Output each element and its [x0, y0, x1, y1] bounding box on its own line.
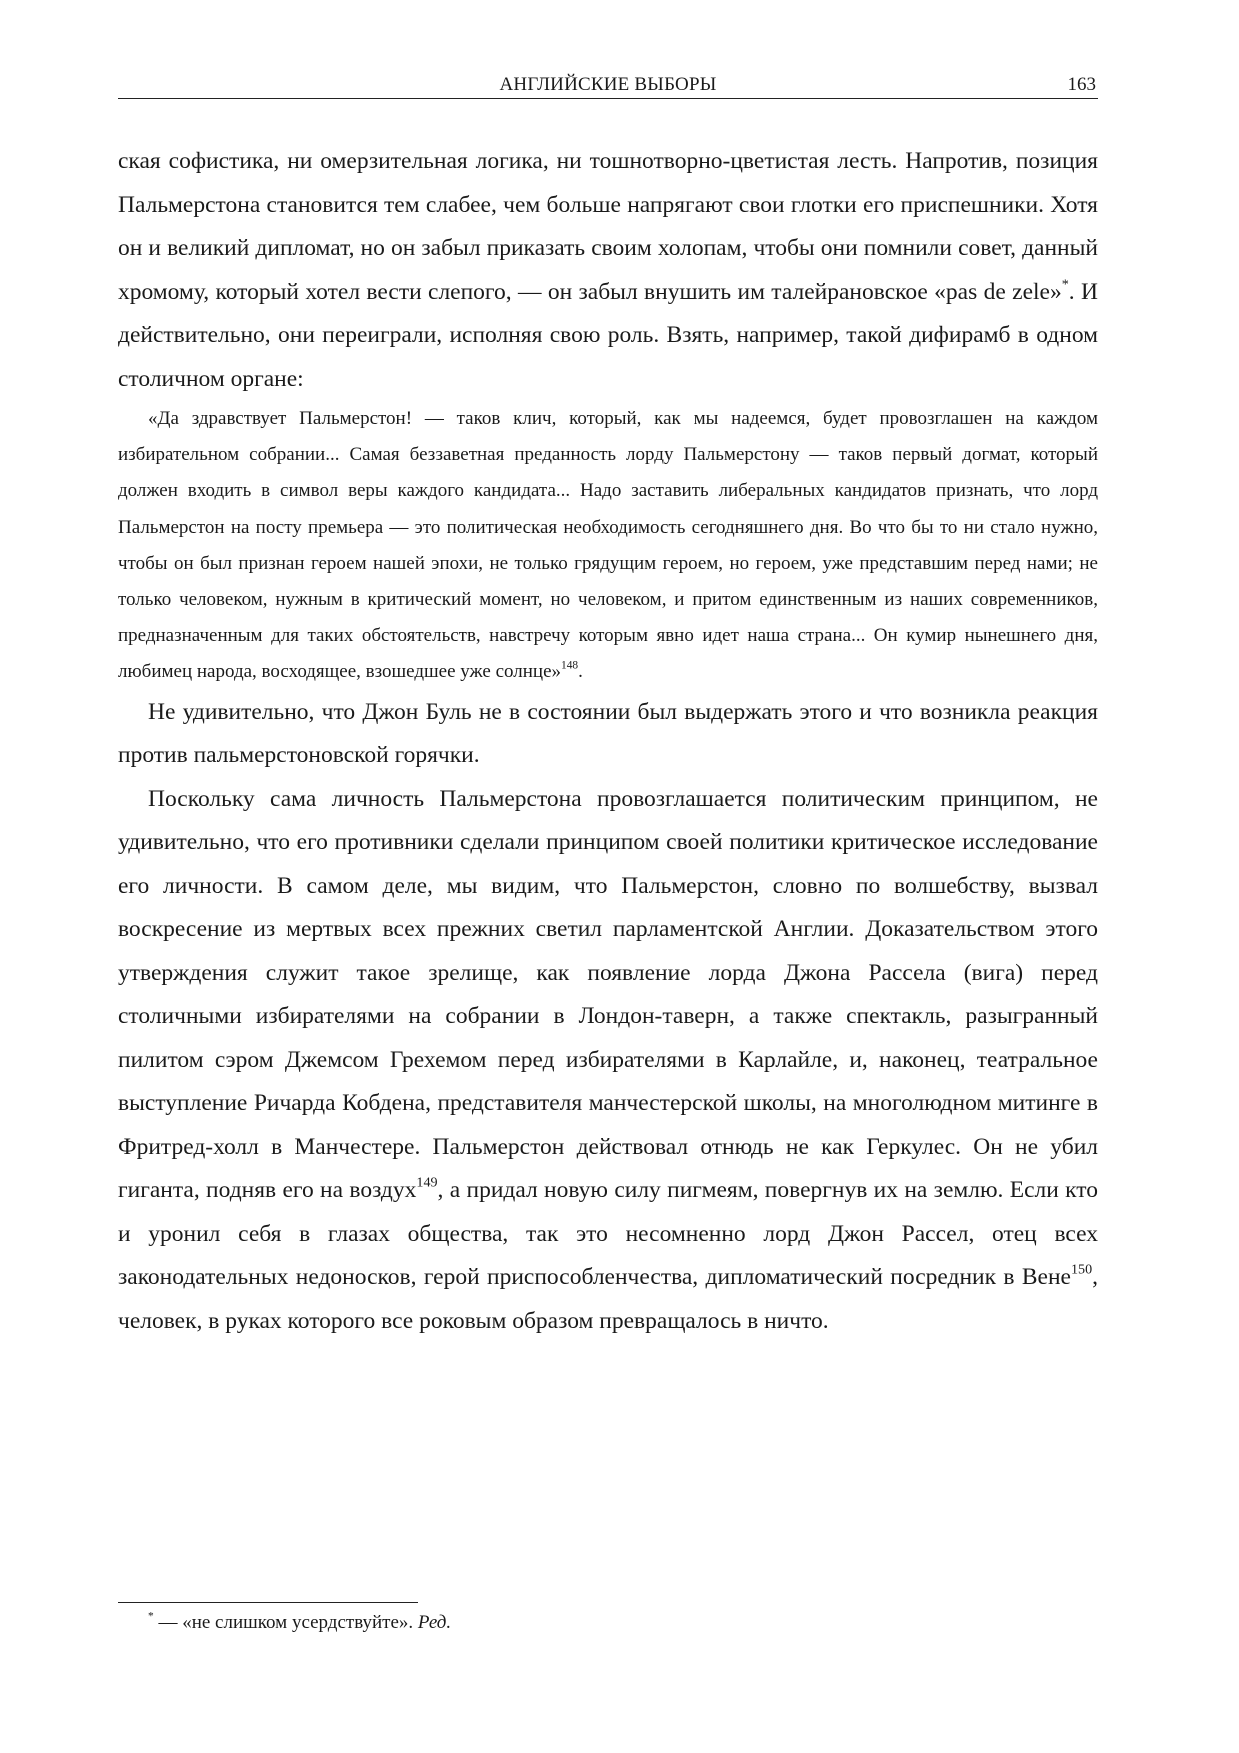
- paragraph-2: Не удивительно, что Джон Буль не в состоянии был выдержать этого и что возникла реакция против пальмерстоновской горячки.: [118, 698, 1098, 769]
- footnote-mark: *: [148, 1610, 154, 1623]
- note-ref-150: 150: [1070, 1261, 1093, 1278]
- note-ref-149: 149: [416, 1174, 438, 1191]
- block-quote: [118, 401, 1098, 691]
- paragraph-3-text-a: Поскольку сама личность Пальмерстона провозглашается политическим принципом, не удивительно, что его противники сделали принципом своей политики критическое исследование его личности. В самом деле, мы видим, что Пальмерстон, словно по волшебству, вызвал воскресение из мертвых всех прежних светил парламентской Англии. Доказательством этого утверждения служит такое зрелище, как появление лорда Джона Рассела (вига) перед столичными избирателями на собрании в Лондон-таверн, а также спектакль, разыгранный пилитом сэром Джемсом Грехемом перед избирателями в Карлайле, и, наконец, театральное выступление Ричарда Кобдена, представителя манчестерской школы, на многолюдном митинге в Фритред-холл в Манчестере. Пальмерстон действовал отнюдь не как Геркулес. Он не убил гиганта, подняв его на воздух: [118, 785, 1098, 1204]
- note-ref-148: 148: [561, 659, 579, 672]
- running-header: [118, 72, 1098, 99]
- paragraph-3-text-c: , человек, в руках которого все роковым образом превращалось в ничто.: [118, 1264, 1098, 1334]
- footnote-marker: *: [1061, 275, 1069, 292]
- paragraph-3-text-b: , а придал новую силу пигмеям, повергнув их на землю. Если кто и уронил себя в глазах общества, так это несомненно лорд Джон Рассел, отец всех законодательных недоносков, герой приспособленчества, дипломатический посредник в Вене: [118, 1177, 1098, 1291]
- paragraph-3: [118, 778, 1098, 1344]
- paragraph-1-text-a: ская софистика, ни омерзительная логика, ни тошнотворно-цветистая лесть. Напротив, позиция Пальмерстона становится тем слабее, чем больше напрягают свои глотки его приспешники. Хотя он и великий дипломат, но он забыл приказать своим холопам, чтобы они помнили совет, данный хромому, который хотел вести слепого, — он забыл внушить им талейрановское «pas de zele»: [118, 148, 1098, 305]
- paragraph-1-text-b: . И действительно, они переиграли, исполняя свою роль. Взять, например, такой дифирамб в одном столичном органе:: [118, 278, 1098, 392]
- paragraph-1: [118, 140, 1098, 401]
- footnote-text: — «не слишком усердствуйте».: [153, 1612, 418, 1633]
- footnote-editor: Ред.: [417, 1612, 452, 1633]
- footnote-separator: [118, 1602, 418, 1603]
- main-text: [118, 140, 1098, 1343]
- running-title: АНГЛИЙСКИЕ ВЫБОРЫ: [499, 74, 717, 95]
- page-number: 163: [1067, 74, 1096, 95]
- footnote: [148, 1610, 451, 1636]
- block-quote-end: .: [578, 661, 583, 683]
- block-quote-text: «Да здравствует Пальмерстон! — таков клич, который, как мы надеемся, будет провозглашен на каждом избирательном собрании... Самая беззаветная преданность лорду Пальмерстону — таков первый догмат, который должен входить в символ веры каждого кандидата... Надо заставить либеральных кандидатов признать, что лорд Пальмерстон на посту премьера — это политическая необходимость сегодняшнего дня. Во что бы то ни стало нужно, чтобы он был признан героем нашей эпохи, не только грядущим героем, но героем, уже представшим перед нами; не только человеком, нужным в критический момент, но человеком, и притом единственным из наших современников, предназначенным для таких обстоятельств, навстречу которым явно идет наша страна... Он кумир нынешнего дня, любимец народа, восходящее, взошедшее уже солнце»: [118, 408, 1098, 683]
